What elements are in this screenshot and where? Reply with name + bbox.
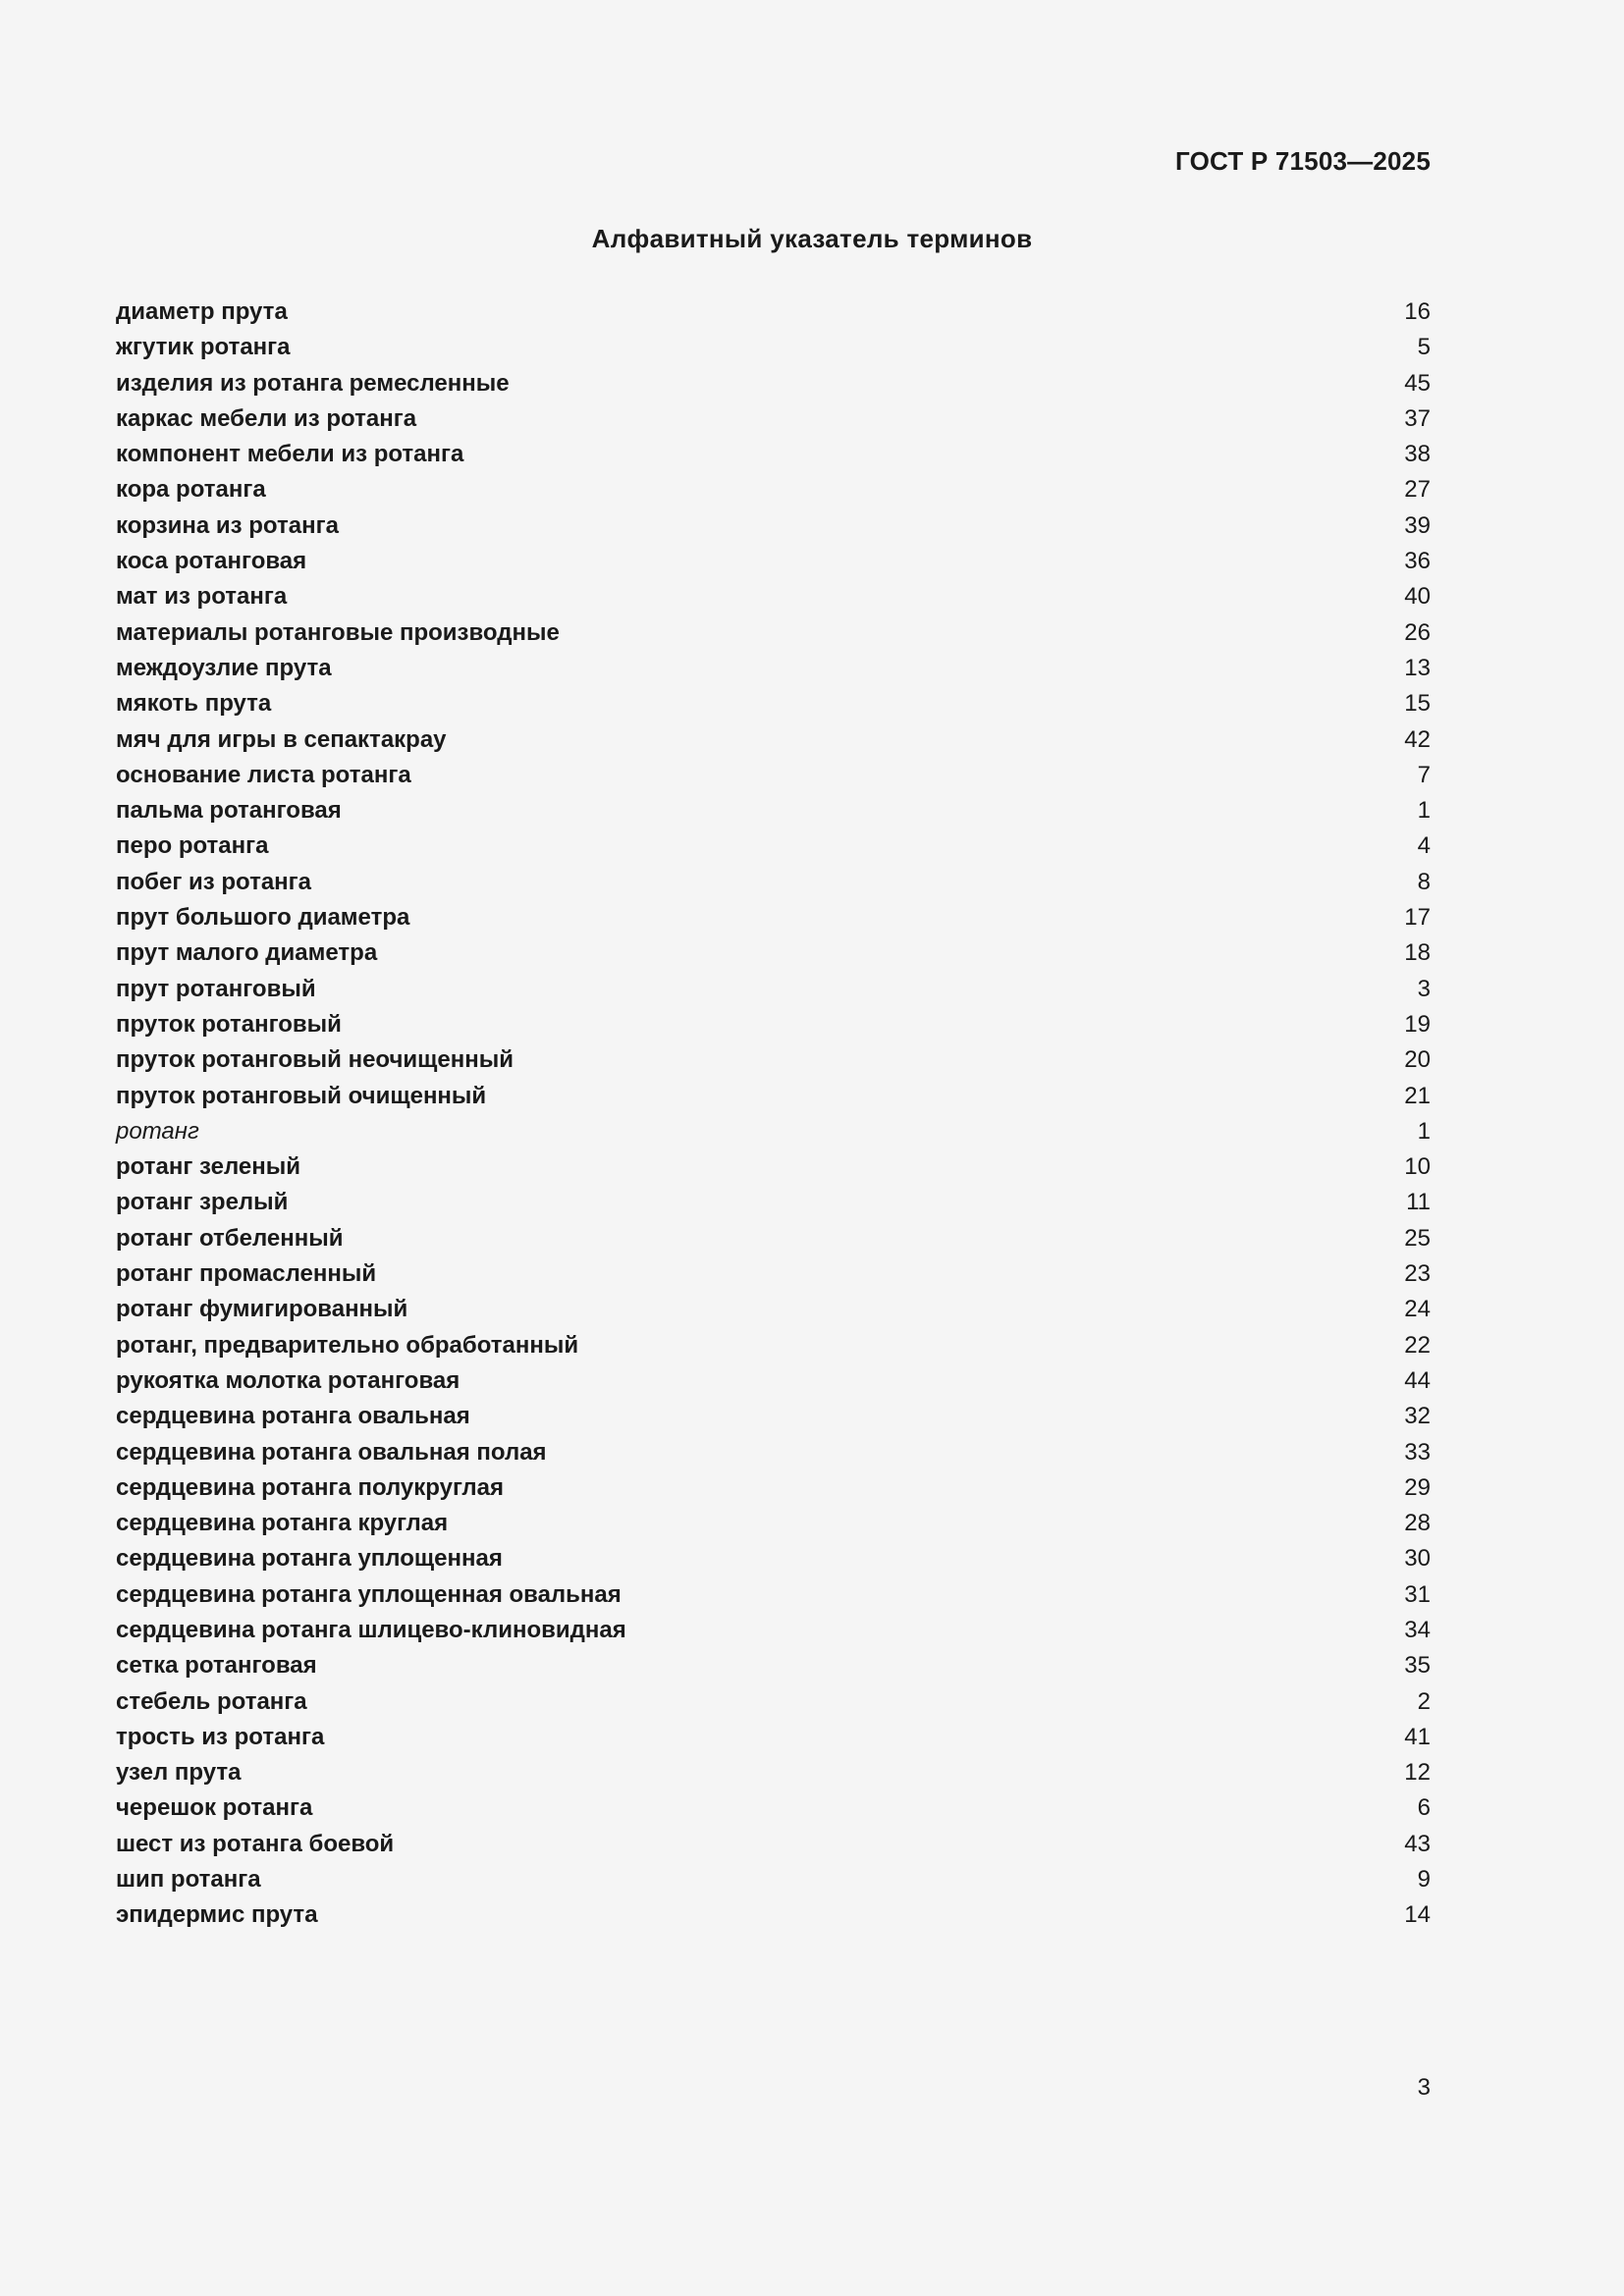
index-term-number: 13 bbox=[1404, 654, 1431, 681]
index-term-number: 30 bbox=[1404, 1545, 1431, 1573]
index-entry bbox=[116, 1435, 1431, 1470]
index-entry bbox=[116, 1256, 1431, 1292]
index-term: каркас мебели из ротанга bbox=[116, 404, 417, 432]
index-term-number: 45 bbox=[1404, 369, 1431, 397]
index-term: эпидермис прута bbox=[116, 1901, 318, 1929]
index-entry bbox=[116, 330, 1431, 365]
index-term: перо ротанга bbox=[116, 832, 269, 860]
index-entry bbox=[116, 1897, 1431, 1933]
index-entry bbox=[116, 437, 1431, 472]
index-term-number: 26 bbox=[1404, 618, 1431, 646]
index-term-number: 44 bbox=[1404, 1366, 1431, 1394]
index-term: коса ротанговая bbox=[116, 548, 307, 575]
index-term: ротанг зеленый bbox=[116, 1153, 300, 1181]
index-term: рукоятка молотка ротанговая bbox=[116, 1366, 460, 1394]
index-term: трость из ротанга bbox=[116, 1723, 325, 1750]
index-term: корзина из ротанга bbox=[116, 511, 339, 539]
index-term: стебель ротанга bbox=[116, 1687, 307, 1715]
index-term-number: 25 bbox=[1404, 1224, 1431, 1252]
index-entry bbox=[116, 1399, 1431, 1434]
index-term-number: 22 bbox=[1404, 1331, 1431, 1359]
index-entry bbox=[116, 1114, 1431, 1149]
index-term: компонент мебели из ротанга bbox=[116, 441, 464, 468]
index-entry bbox=[116, 651, 1431, 686]
index-term-number: 28 bbox=[1404, 1510, 1431, 1537]
index-term: пруток ротанговый bbox=[116, 1010, 342, 1038]
index-term-number: 10 bbox=[1404, 1153, 1431, 1181]
index-entry bbox=[116, 1149, 1431, 1185]
index-term-number: 42 bbox=[1404, 725, 1431, 753]
index-entry bbox=[116, 1292, 1431, 1327]
index-entry bbox=[116, 1506, 1431, 1541]
index-term-number: 21 bbox=[1404, 1082, 1431, 1109]
index-term: мяч для игры в сепактакрау bbox=[116, 725, 447, 753]
index-term-number: 24 bbox=[1404, 1296, 1431, 1323]
index-entry bbox=[116, 1541, 1431, 1576]
index-term-number: 31 bbox=[1404, 1580, 1431, 1608]
index-entry bbox=[116, 1755, 1431, 1790]
index-term: пруток ротанговый неочищенный bbox=[116, 1046, 514, 1074]
index-term-number: 11 bbox=[1406, 1189, 1431, 1216]
index-entry bbox=[116, 294, 1431, 330]
index-entry bbox=[116, 1577, 1431, 1613]
term-index-list bbox=[116, 294, 1431, 1934]
index-term: сердцевина ротанга овальная bbox=[116, 1403, 470, 1430]
page-title: Алфавитный указатель терминов bbox=[591, 224, 1033, 253]
index-term: материалы ротанговые производные bbox=[116, 618, 560, 646]
index-term: ротанг зрелый bbox=[116, 1189, 289, 1216]
index-term-number: 6 bbox=[1417, 1794, 1431, 1822]
index-term: изделия из ротанга ремесленные bbox=[116, 369, 510, 397]
index-term-number: 16 bbox=[1404, 298, 1431, 325]
index-term: шип ротанга bbox=[116, 1866, 261, 1894]
index-entry bbox=[116, 793, 1431, 828]
index-entry bbox=[116, 1007, 1431, 1042]
index-entry bbox=[116, 1042, 1431, 1078]
index-entry bbox=[116, 1613, 1431, 1648]
index-term: мякоть прута bbox=[116, 690, 272, 718]
index-entry bbox=[116, 579, 1431, 614]
index-term: ротанг фумигированный bbox=[116, 1296, 408, 1323]
index-term-number: 14 bbox=[1404, 1901, 1431, 1929]
index-term-number: 9 bbox=[1417, 1866, 1431, 1894]
index-entry bbox=[116, 1328, 1431, 1363]
index-entry bbox=[116, 1221, 1431, 1256]
index-entry bbox=[116, 1790, 1431, 1826]
index-entry bbox=[116, 972, 1431, 1007]
index-entry bbox=[116, 1720, 1431, 1755]
index-term-number: 40 bbox=[1404, 583, 1431, 611]
index-term-number: 38 bbox=[1404, 441, 1431, 468]
index-term: ротанг bbox=[116, 1117, 199, 1145]
index-entry bbox=[116, 401, 1431, 437]
index-entry bbox=[116, 722, 1431, 758]
index-term-number: 35 bbox=[1404, 1652, 1431, 1680]
index-term-number: 27 bbox=[1404, 476, 1431, 504]
index-term-number: 2 bbox=[1417, 1687, 1431, 1715]
index-term-number: 37 bbox=[1404, 404, 1431, 432]
index-term-number: 43 bbox=[1404, 1830, 1431, 1857]
index-term: прут большого диаметра bbox=[116, 904, 410, 932]
index-term-number: 15 bbox=[1404, 690, 1431, 718]
index-term-number: 17 bbox=[1404, 904, 1431, 932]
index-entry bbox=[116, 1648, 1431, 1683]
index-term: сердцевина ротанга овальная полая bbox=[116, 1438, 547, 1466]
index-term-number: 12 bbox=[1404, 1759, 1431, 1787]
index-entry bbox=[116, 900, 1431, 935]
index-term: жгутик ротанга bbox=[116, 334, 291, 361]
index-term: кора ротанга bbox=[116, 476, 266, 504]
index-term: побег из ротанга bbox=[116, 868, 312, 895]
index-term: прут ротанговый bbox=[116, 975, 316, 1002]
index-entry bbox=[116, 758, 1431, 793]
index-entry bbox=[116, 865, 1431, 900]
index-entry bbox=[116, 1470, 1431, 1506]
index-term-number: 34 bbox=[1404, 1616, 1431, 1643]
index-entry bbox=[116, 1079, 1431, 1114]
index-term: узел прута bbox=[116, 1759, 242, 1787]
index-entry bbox=[116, 1862, 1431, 1897]
index-term: сердцевина ротанга уплощенная овальная bbox=[116, 1580, 622, 1608]
index-term: пруток ротанговый очищенный bbox=[116, 1082, 487, 1109]
index-term-number: 32 bbox=[1404, 1403, 1431, 1430]
index-entry bbox=[116, 686, 1431, 721]
index-term-number: 41 bbox=[1404, 1723, 1431, 1750]
index-term: ротанг, предварительно обработанный bbox=[116, 1331, 579, 1359]
index-term-number: 1 bbox=[1417, 797, 1431, 825]
index-term: сердцевина ротанга круглая bbox=[116, 1510, 449, 1537]
index-entry bbox=[116, 615, 1431, 651]
index-term-number: 23 bbox=[1404, 1260, 1431, 1288]
index-term-number: 20 bbox=[1404, 1046, 1431, 1074]
index-term-number: 33 bbox=[1404, 1438, 1431, 1466]
index-term-number: 3 bbox=[1417, 975, 1431, 1002]
index-term: пальма ротанговая bbox=[116, 797, 342, 825]
index-term-number: 19 bbox=[1404, 1010, 1431, 1038]
index-term: шест из ротанга боевой bbox=[116, 1830, 395, 1857]
index-entry bbox=[116, 828, 1431, 864]
index-term-number: 39 bbox=[1404, 511, 1431, 539]
index-term: междоузлие прута bbox=[116, 654, 332, 681]
index-entry bbox=[116, 935, 1431, 971]
index-term: черешок ротанга bbox=[116, 1794, 313, 1822]
page-number: 3 bbox=[1417, 2074, 1431, 2101]
index-term: основание листа ротанга bbox=[116, 761, 411, 788]
index-term: сердцевина ротанга шлицево-клиновидная bbox=[116, 1616, 626, 1643]
index-term: прут малого диаметра bbox=[116, 939, 378, 967]
index-term-number: 4 bbox=[1417, 832, 1431, 860]
index-term-number: 7 bbox=[1417, 761, 1431, 788]
index-term: сетка ротанговая bbox=[116, 1652, 317, 1680]
index-entry bbox=[116, 1185, 1431, 1220]
index-term: ротанг отбеленный bbox=[116, 1224, 344, 1252]
index-entry bbox=[116, 508, 1431, 544]
index-entry bbox=[116, 1684, 1431, 1720]
index-term-number: 29 bbox=[1404, 1473, 1431, 1501]
standard-code: ГОСТ Р 71503—2025 bbox=[1175, 146, 1431, 176]
index-term-number: 1 bbox=[1417, 1117, 1431, 1145]
index-term-number: 36 bbox=[1404, 548, 1431, 575]
index-entry bbox=[116, 544, 1431, 579]
index-entry bbox=[116, 1363, 1431, 1399]
index-term: ротанг промасленный bbox=[116, 1260, 377, 1288]
index-entry bbox=[116, 472, 1431, 507]
index-term: диаметр прута bbox=[116, 298, 288, 325]
index-entry bbox=[116, 366, 1431, 401]
index-term: сердцевина ротанга уплощенная bbox=[116, 1545, 503, 1573]
index-term-number: 5 bbox=[1417, 334, 1431, 361]
index-term: сердцевина ротанга полукруглая bbox=[116, 1473, 504, 1501]
index-term-number: 18 bbox=[1404, 939, 1431, 967]
index-term: мат из ротанга bbox=[116, 583, 288, 611]
index-entry bbox=[116, 1827, 1431, 1862]
index-term-number: 8 bbox=[1417, 868, 1431, 895]
